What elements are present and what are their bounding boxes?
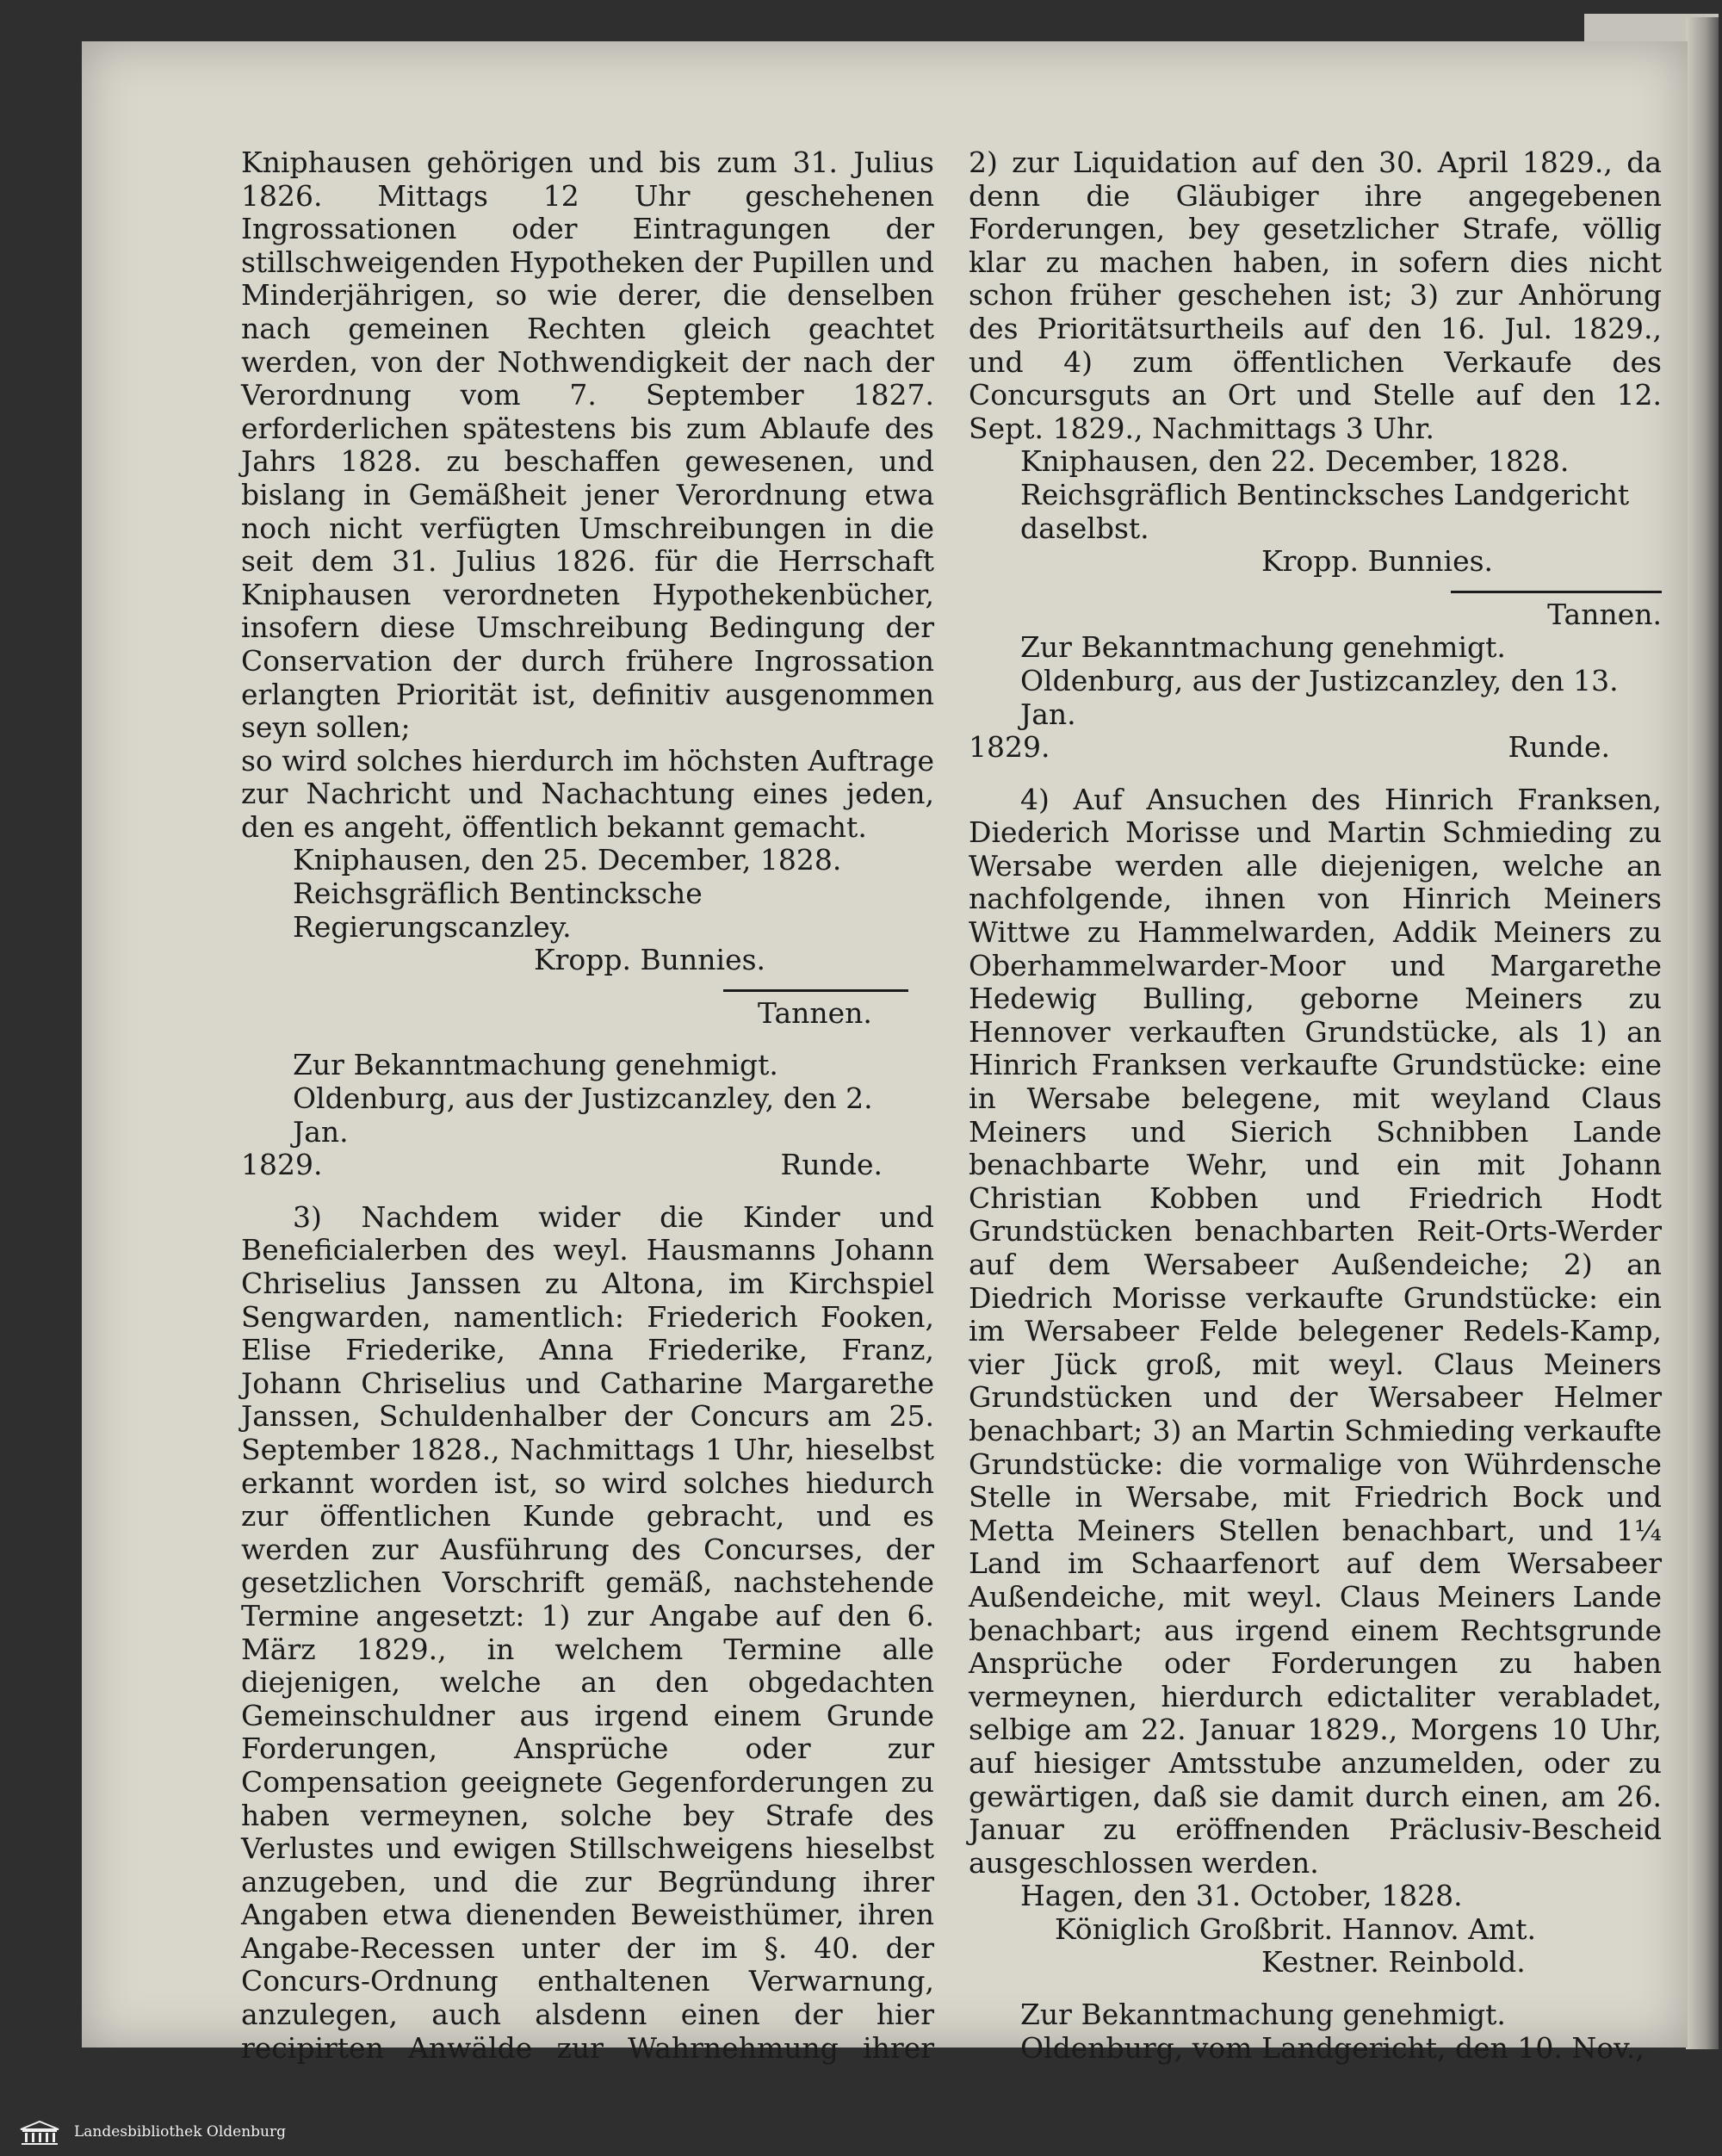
left-approval-year: 1829. xyxy=(241,1148,323,1182)
right-approval-2: Zur Bekanntmachung genehmigt. xyxy=(1020,1998,1506,2032)
left-signer-2: Tannen. xyxy=(758,995,872,1030)
library-name: Landesbibliothek Oldenburg xyxy=(74,2123,287,2141)
right-column xyxy=(969,146,1662,2098)
left-signers: Kropp. Bunnies. xyxy=(534,943,766,977)
left-divider xyxy=(723,989,908,992)
hagen-signers: Kestner. Reinbold. xyxy=(1261,1945,1526,1979)
left-authority: Reichsgräflich Bentincksche Regierungscanzley. xyxy=(293,877,703,944)
right-approval-signer: Runde. xyxy=(1508,730,1610,765)
right-approval-year: 1829. xyxy=(969,730,1050,765)
left-approval-signer: Runde. xyxy=(780,1148,883,1182)
left-approval: Zur Bekanntmachung genehmigt. xyxy=(293,1048,778,1082)
left-paragraph-2: so wird solches hierdurch im höchsten Auftrage zur Nachricht und Nachachtung eines jeden, den es angeht, öffentlich bekannt gemacht. xyxy=(241,743,934,844)
right-approval-place: Oldenburg, aus der Justizcanzley, den 13. Jan. xyxy=(1020,663,1619,731)
right-place-date: Kniphausen, den 22. December, 1828. xyxy=(1020,444,1570,479)
right-signers: Kropp. Bunnies. xyxy=(1261,544,1494,579)
left-approval-place: Oldenburg, aus der Justizcanzley, den 2. Jan. xyxy=(293,1081,873,1149)
left-column xyxy=(241,146,934,2131)
library-building-icon xyxy=(19,2120,60,2146)
left-approval-row xyxy=(241,1149,934,1182)
right-authority: Reichsgräflich Bentincksches Landgericht daselbst. xyxy=(1020,477,1630,545)
right-approval: Zur Bekanntmachung genehmigt. xyxy=(1020,630,1506,665)
notice-4: 4) Auf Ansuchen des Hinrich Franksen, Diederich Morisse und Martin Schmieding zu Wersabe werden alle diejenigen, welche an nachfolgende, ihnen von Hinrich Meiners Wittwe zu Hammelwarden, Addik Meiners zu Oberhammelwarder-Moor und Margarethe Hedewig Bulling, geborne Meiners zu Hennover verkauften Grundstücke, als 1) an Hinrich Franksen verkaufte Grundstücke: eine in Wersabe belegene, mit weyland Claus Meiners und Sierich Schnibben Lande benachbarte Wehr, und ein mit Johann Christian Kobben und Friedrich Hodt Grundstücken benachbarten Reit-Orts-Werder auf dem Wersabeer Außendeiche; 2) an Diedrich Morisse verkaufte Grundstücke: ein im Wersabeer Felde belegener Redels-Kamp, vier Jück groß, mit weyl. Claus Meiners Grundstücken und der Wersabeer Helmer benachbart; 3) an Martin Schmieding verkaufte Grundstücke: die vormalige von Wührdensche Stelle in Wersabe, mit Friedrich Bock und Metta Meiners Stellen benachbart, und 1¼ Land im Schaarfenort auf dem Wersabeer Außendeiche, mit weyl. Claus Meiners Lande benachbart; aus irgend einem Rechtsgrunde Ansprüche oder Forderungen zu haben vermeynen, hierdurch edictaliter verabladet, selbige am 22. Januar 1829., Morgens 10 Uhr, auf hiesiger Amtsstube anzumelden, oder zu gewärtigen, daß sie damit durch einen, am 26. Januar zu eröffnenden Präclusiv-Bescheid ausgeschlossen werden. xyxy=(969,782,1662,1880)
right-signer-2: Tannen. xyxy=(1547,597,1662,631)
hagen-authority: Königlich Großbrit. Hannov. Amt. xyxy=(1055,1911,1537,1946)
right-paragraph-1: 2) zur Liquidation auf den 30. April 1829., da denn die Gläubiger ihre angegebenen Forderungen, bey gesetzlicher Strafe, völlig klar zu machen haben, in sofern dies nicht schon früher geschehen ist; 3) zur Anhörung des Prioritätsurtheils auf den 16. Jul. 1829., und 4) zum öffentlichen Verkaufe des Concursguts an Ort und Stelle auf den 12. Sept. 1829., Nachmittags 3 Uhr. xyxy=(969,146,1662,445)
right-approval-row xyxy=(969,731,1662,765)
left-place-date: Kniphausen, den 25. December, 1828. xyxy=(293,843,842,877)
footer-bar xyxy=(0,2065,1722,2156)
notice-3: 3) Nachdem wider die Kinder und Beneficialerben des weyl. Hausmanns Johann Chriselius Janssen zu Altona, im Kirchspiel Sengwarden, namentlich: Friederich Fooken, Elise Friederike, Anna Friederike, Franz, Johann Chriselius und Catharine Margarethe Janssen, Schuldenhalber der Concurs am 25. September 1828., Nachmittags 1 Uhr, hieselbst erkannt worden ist, so wird solches hiedurch zur öffentlichen Kunde gebracht, und es werden zur Ausführung des Concurses, der gesetzlichen Vorschrift gemäß, nachstehende Termine angesetzt: 1) zur Angabe auf den 6. März 1829., in welchem Termine alle diejenigen, welche an den obgedachten Gemeinschuldner aus irgend einem Grunde Forderungen, Ansprüche oder zur Compensation geeignete Gegenforderungen zu haben vermeynen, solche bey Strafe des Verlustes und ewigen Stillschweigens hieselbst anzugeben, und die zur Begründung ihrer Angaben etwa dienenden Beweisthümer, ihren Angabe-Recessen unter der im §. 40. der Concurs-Ordnung enthaltenen Verwarnung, anzulegen, auch alsdenn einen der hier recipirten Anwälde zur Wahrnehmung ihrer xyxy=(241,1199,934,2065)
right-divider xyxy=(1451,591,1662,593)
page-edge xyxy=(1686,17,1719,2049)
left-paragraph-1: Kniphausen gehörigen und bis zum 31. Julius 1826. Mittags 12 Uhr geschehenen Ingrossationen oder Eintragungen der stillschweigenden Hypotheken der Pupillen und Minderjährigen, so wie derer, die denselben nach gemeinen Rechten gleich geachtet werden, von der Nothwendigkeit der nach der Verordnung vom 7. September 1827. erforderlichen spätestens bis zum Ablaufe des Jahrs 1828. zu beschaffen gewesenen, und bislang in Gemäßheit jener Verordnung etwa noch nicht verfügten Umschreibungen in die seit dem 31. Julius 1826. für die Herrschaft Kniphausen verordneten Hypothekenbücher, insofern diese Umschreibung Bedingung der Conservation der durch frühere Ingrossation erlangten Priorität ist, definitiv ausgenommen seyn sollen; xyxy=(241,146,934,745)
right-approval-2-place: Oldenburg, vom Landgericht, den 10. Nov., xyxy=(1020,2030,1645,2065)
hagen-place-date: Hagen, den 31. October, 1828. xyxy=(1020,1879,1463,1913)
